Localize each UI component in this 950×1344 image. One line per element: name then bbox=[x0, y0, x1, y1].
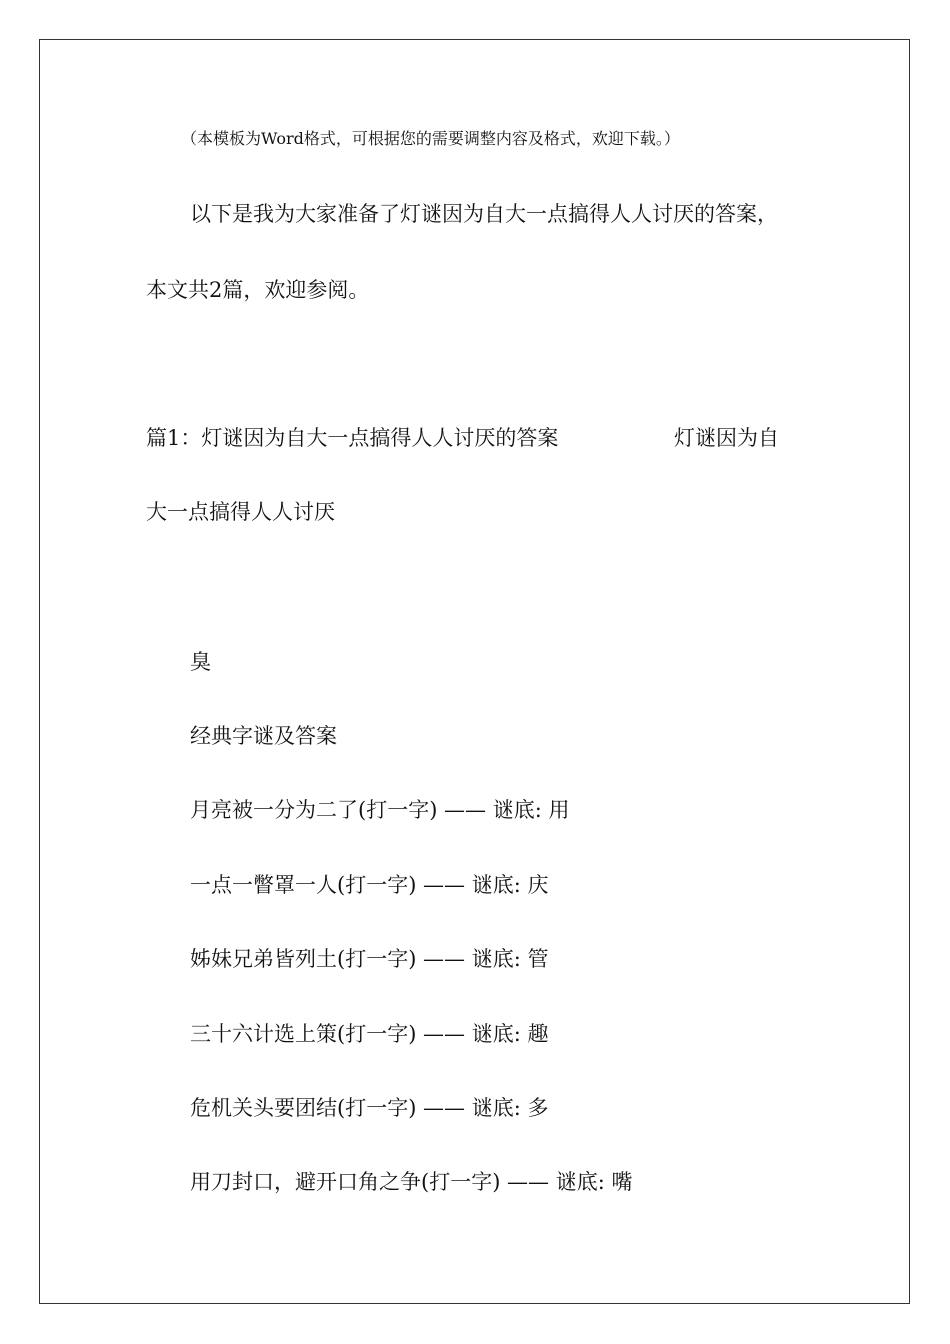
riddle-item: 用刀封口，避开口角之争(打一字) —— 谜底: 嘴 bbox=[190, 1170, 633, 1194]
section-heading: 篇1：灯谜因为自大一点搞得人人讨厌的答案 bbox=[146, 426, 559, 450]
riddle-item: 姊妹兄弟皆列土(打一字) —— 谜底: 管 bbox=[190, 947, 549, 971]
template-note: （本模板为Word格式，可根据您的需要调整内容及格式，欢迎下载。） bbox=[181, 129, 680, 148]
riddle-item: 月亮被一分为二了(打一字) —— 谜底: 用 bbox=[190, 798, 570, 822]
section-heading-tail: 灯谜因为自 bbox=[674, 426, 779, 450]
riddle-answer: 臭 bbox=[190, 650, 211, 674]
intro-line-1: 以下是我为大家准备了灯谜因为自大一点搞得人人讨厌的答案， bbox=[190, 202, 778, 226]
riddle-item: 一点一瞥罩一人(打一字) —— 谜底: 庆 bbox=[190, 873, 549, 897]
riddle-question-line-2: 大一点搞得人人讨厌 bbox=[146, 500, 335, 524]
subheading: 经典字谜及答案 bbox=[190, 724, 337, 748]
intro-line-2: 本文共2篇，欢迎参阅。 bbox=[146, 278, 370, 302]
riddle-item: 三十六计选上策(打一字) —— 谜底: 趣 bbox=[190, 1022, 549, 1046]
riddle-item: 危机关头要团结(打一字) —— 谜底: 多 bbox=[190, 1096, 549, 1120]
